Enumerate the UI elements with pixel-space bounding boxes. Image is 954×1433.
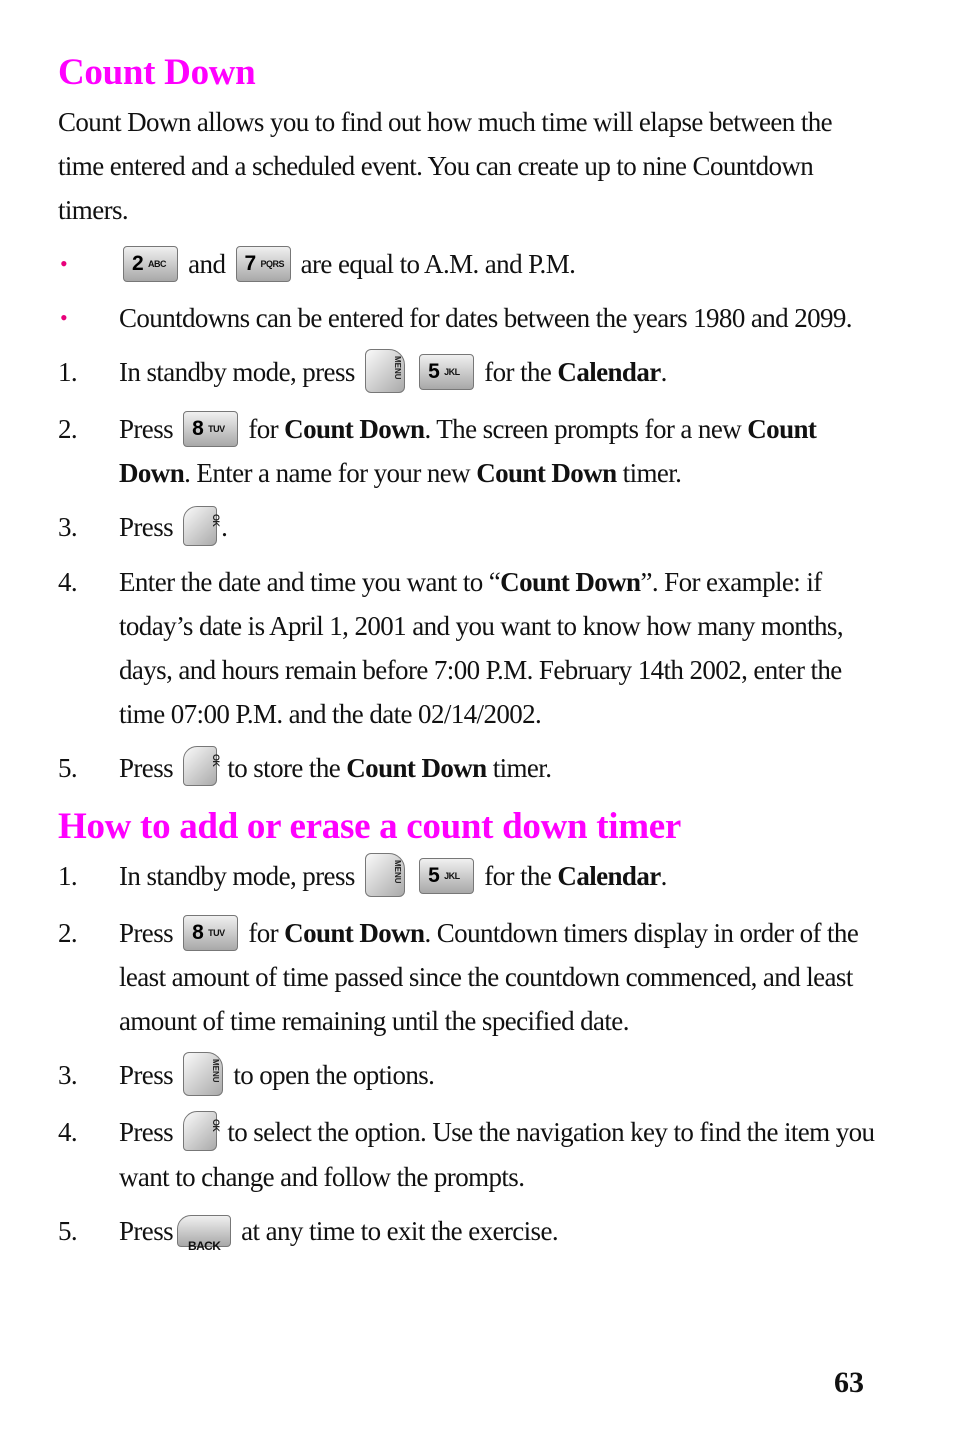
step-number: 2.: [58, 413, 78, 444]
ok-key-icon: OK: [183, 506, 217, 546]
step-number: 3.: [58, 1060, 78, 1091]
page-number: 63: [834, 1366, 864, 1399]
bullet-icon: •: [60, 251, 68, 276]
key-8-icon: 8 TUV: [183, 915, 238, 951]
step-item: 3. Press MENU to open the options.: [58, 1053, 878, 1100]
step-number: 4.: [58, 566, 78, 597]
menu-key-icon: MENU: [183, 1052, 223, 1096]
intro-paragraph: Count Down allows you to find out how much time will elapse between the time entered and a scheduled event. You can create up to nine Countdown timers.: [58, 107, 833, 225]
section-title-count-down: Count Down: [58, 52, 256, 93]
ok-key-icon: OK: [183, 1111, 217, 1151]
step-item: 4. Enter the date and time you want to “Count Down”. For example: if today’s date is April 1, 2001 and you want to know how many months, days, and hours remain before 7:00 P.M. February 14th 2002, enter the time 07:00 P.M. and the date 02/14/2002.: [58, 560, 878, 736]
page-content: [58, 48, 878, 1263]
step-item: 3. Press OK .: [58, 505, 878, 550]
key-2-icon: 2 ABC: [123, 246, 178, 282]
step-number: 1.: [58, 861, 78, 892]
section-title-add-erase: How to add or erase a count down timer: [58, 806, 682, 848]
bullet-icon: •: [60, 305, 68, 330]
step-item: 5. Press BACK at any time to exit the exercise.: [58, 1209, 878, 1253]
step-item: 4. Press OK to select the option. Use the navigation key to find the item you want to change and follow the prompts.: [58, 1110, 878, 1199]
step-number: 4.: [58, 1116, 78, 1147]
step-item: 5. Press OK to store the Count Down timer.: [58, 746, 878, 791]
bullet-item: • 2 ABC and 7 PQRS are equal to A.M. and P.M.: [58, 242, 878, 286]
step-item: 1. In standby mode, press MENU 5 JKL for the Calendar.: [58, 350, 878, 397]
ok-key-icon: OK: [183, 746, 217, 786]
menu-key-icon: MENU: [365, 853, 405, 897]
step-number: 2.: [58, 918, 78, 949]
menu-key-icon: MENU: [365, 349, 405, 393]
step-number: 1.: [58, 357, 78, 387]
key-8-icon: 8 TUV: [183, 411, 238, 447]
key-5-icon: 5 JKL: [419, 858, 474, 894]
step-item: 1. In standby mode, press MENU 5 JKL for the Calendar.: [58, 854, 878, 901]
key-7-icon: 7 PQRS: [236, 246, 291, 282]
bullet-item: • Countdowns can be entered for dates between the years 1980 and 2099.: [58, 296, 878, 340]
back-key-icon: BACK: [177, 1215, 231, 1247]
step-number: 5.: [58, 752, 78, 783]
key-5-icon: 5 JKL: [419, 354, 474, 390]
step-number: 3.: [58, 511, 78, 542]
step-item: 2. Press 8 TUV for Count Down. The screen prompts for a new Count Down. Enter a name for your new Count Down timer.: [58, 407, 878, 495]
step-item: 2. Press 8 TUV for Count Down. Countdown timers display in order of the least amount of time passed since the countdown commenced, and least amount of time remaining until the specified date.: [58, 911, 878, 1043]
step-number: 5.: [58, 1215, 78, 1246]
